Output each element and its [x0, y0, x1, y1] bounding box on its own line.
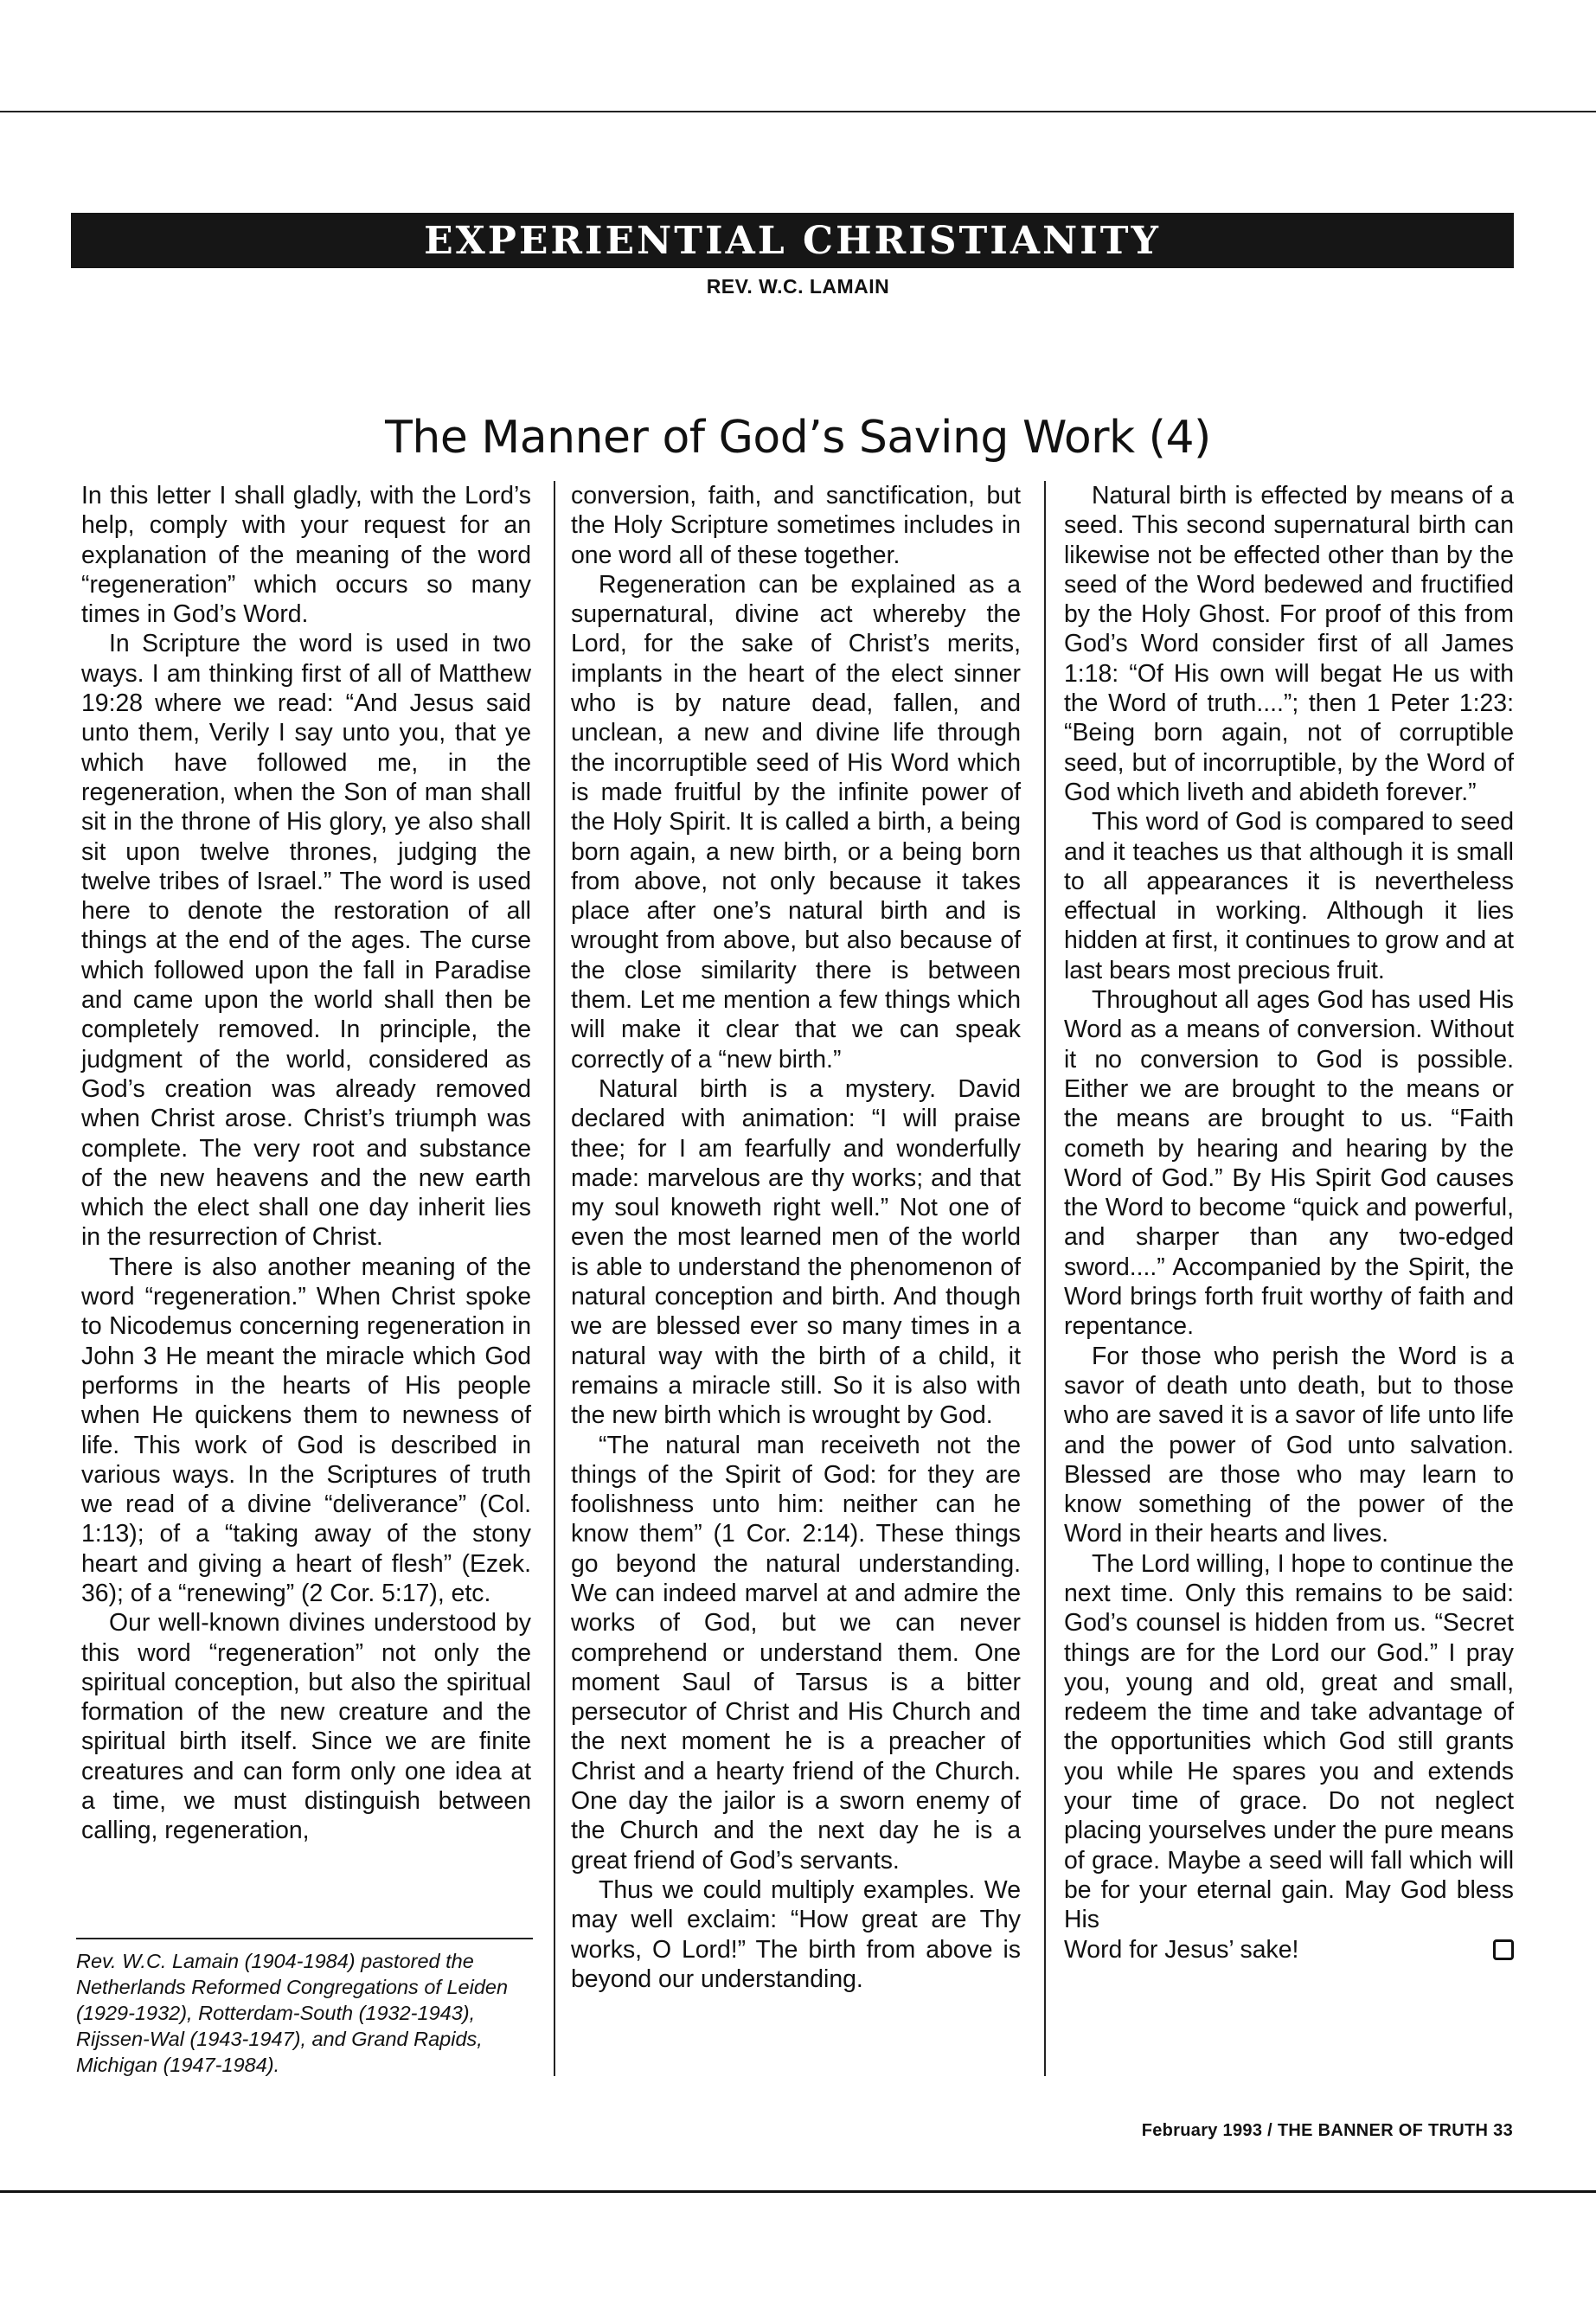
paragraph: Throughout all ages God has used His Word as a means of conversion. Without it no conversion to God is possible. Either we are brought to the means or the means are brought to us. “Faith cometh by hearing and hearing by the Word of God.” By His Spirit God causes the Word to become “quick and powerful, and sharper than any two-edged sword....” Accompanied by the Spirit, the Word brings forth fruit worthy of faith and repentance.: [1064, 986, 1514, 1341]
scan-edge-bottom: [0, 2190, 1596, 2193]
paragraph: conversion, faith, and sanctification, but the Holy Scripture sometimes includes in one word all of these together.: [571, 482, 1021, 569]
author-footnote: [76, 1938, 535, 2078]
paragraph: There is also another meaning of the word “regeneration.” When Christ spoke to Nicodemus concerning regeneration in John 3 He meant the miracle which God performs in the hearts of His people when He quickens them to newness of life. This work of God is described in various ways. In the Scriptures of truth we read of a divine “deliverance” (Col. 1:13); of a “taking away of the stony heart and giving a heart of flesh” (Ezek. 36); of a “renewing” (2 Cor. 5:17), etc.: [81, 1253, 531, 1607]
paragraph: In this letter I shall gladly, with the Lord’s help, comply with your request for an explanation of the meaning of the word “regeneration” which occurs so many times in God’s Word.: [81, 482, 531, 629]
column-divider: [1044, 481, 1046, 2076]
page-folio: February 1993 / THE BANNER OF TRUTH 33: [1141, 2121, 1513, 2140]
column-1: [81, 481, 531, 1846]
column-divider: [554, 481, 555, 2076]
paragraph: The Lord willing, I hope to continue the next time. Only this remains to be said: God’s counsel is hidden from us. “Secret things are for the Lord our God.” I pray you, young and old, great and small, redeem the time and take advantage of the opportunities which God still grants you while He spares you and extends your time of grace. Do not neglect placing yourselves under the pure means of grace. Maybe a seed will fall which will be for your eternal gain. May God bless His: [1064, 1549, 1514, 1934]
footnote-text: Rev. W.C. Lamain (1904-1984) pastored the Netherlands Reformed Congregations of Leiden (1929-1932), Rotterdam-South (1932-1943), Rijssen-Wal (1943-1947), and Grand Rapids, Michigan (1947-1984).: [76, 1950, 509, 2076]
paragraph: “The natural man receiveth not the things of the Spirit of God: for they are foolishness unto him: neither can he know them” (1 Cor. 2:14). These things go beyond the natural understanding. We can indeed marvel at and admire the works of God, but we can never comprehend or understand them. One moment Saul of Tarsus is a bitter persecutor of Christ and His Church and the next moment he is a preacher of Christ and a hearty friend of the Church. One day the jailor is a sworn enemy of the Church and the next day he is a great friend of God’s servants.: [571, 1431, 1021, 1875]
scan-edge-top: [0, 111, 1596, 112]
section-banner: [71, 213, 1514, 268]
paragraph: Thus we could multiply examples. We may well exclaim: “How great are Thy works, O Lord!” The birth from above is beyond our understanding.: [571, 1875, 1021, 1993]
column-3: [1064, 481, 1514, 1965]
paragraph: In Scripture the word is used in two ways. I am thinking first of all of Matthew 19:28 where we read: “And Jesus said unto them, Verily I say unto you, that ye which have followed me, in the regeneration, when the Son of man shall sit in the throne of His glory, ye also shall sit upon twelve thrones, judging the twelve tribes of Israel.” The word is used here to denote the restoration of all things at the end of the ages. The curse which followed upon the fall in Paradise and came upon the world shall then be completely removed. In principle, the judgment of the world, considered as God’s creation was already removed when Christ arose. Christ’s triumph was complete. The very root and substance of the new heavens and the new earth which the elect shall one day inherit lies in the resurrection of Christ.: [81, 630, 531, 1252]
column-2: [571, 481, 1021, 1994]
end-of-article-icon: [1493, 1939, 1514, 1960]
paragraph: Regeneration can be explained as a supernatural, divine act whereby the Lord, for the sake of Christ’s merits, implants in the heart of the elect sinner who is by nature dead, fallen, and unclean, a new and divine life through the incorruptible seed of His Word which is made fruitful by the infinite power of the Holy Spirit. It is called a birth, a being born again, a new birth, or a being born from above, not only because it takes place after one’s natural birth and is wrought from above, but also because of the close similarity there is between them. Let me mention a few things which will make it clear that we can speak correctly of a “new birth.”: [571, 570, 1021, 1074]
paragraph: This word of God is compared to seed and it teaches us that although it is small to all appearances it is nevertheless effectual in working. Although it lies hidden at first, it continues to grow and at last bears most precious fruit.: [1064, 808, 1514, 984]
paragraph: Natural birth is a mystery. David declared with animation: “I will praise thee; for I am fearfully and wonderfully made: marvelous are thy works; and that my soul knoweth right well.” Not one of even the most learned men of the world is able to understand the phenomenon of natural conception and birth. And though we are blessed ever so many times in a natural way with the birth of a child, it remains a miracle still. So it is also with the new birth which is wrought by God.: [571, 1074, 1021, 1430]
closing-text: Word for Jesus’ sake!: [1064, 1935, 1299, 1964]
paragraph: Our well-known divines understood by this word “regeneration” not only the spiritual conception, but also the spiritual formation of the new creature and the spiritual birth itself. Since we are finite creatures and can form only one idea at a time, we must distinguish between calling, regeneration,: [81, 1609, 531, 1845]
paragraph: For those who perish the Word is a savor of death unto death, but to those who are saved it is a savor of life unto life and the power of God unto salvation. Blessed are those who may learn to know something of the power of the Word in their hearts and lives.: [1064, 1342, 1514, 1548]
paragraph: Natural birth is effected by means of a seed. This second supernatural birth can likewise not be effected other than by the seed of the Word bedewed and fructified by the Holy Ghost. For proof of this from God’s Word consider first of all James 1:18: “Of His own will begat He us with the Word of truth....”; then 1 Peter 1:23: “Being born again, not of corruptible seed, but of incorruptible, by the Word of God which liveth and abideth forever.”: [1064, 482, 1514, 806]
article-title: The Manner of God’s Saving Work (4): [385, 412, 1211, 464]
closing-line: [1064, 1935, 1514, 1965]
section-title: EXPERIENTIAL CHRISTIANITY: [424, 218, 1161, 263]
author-byline: REV. W.C. LAMAIN: [706, 275, 890, 298]
